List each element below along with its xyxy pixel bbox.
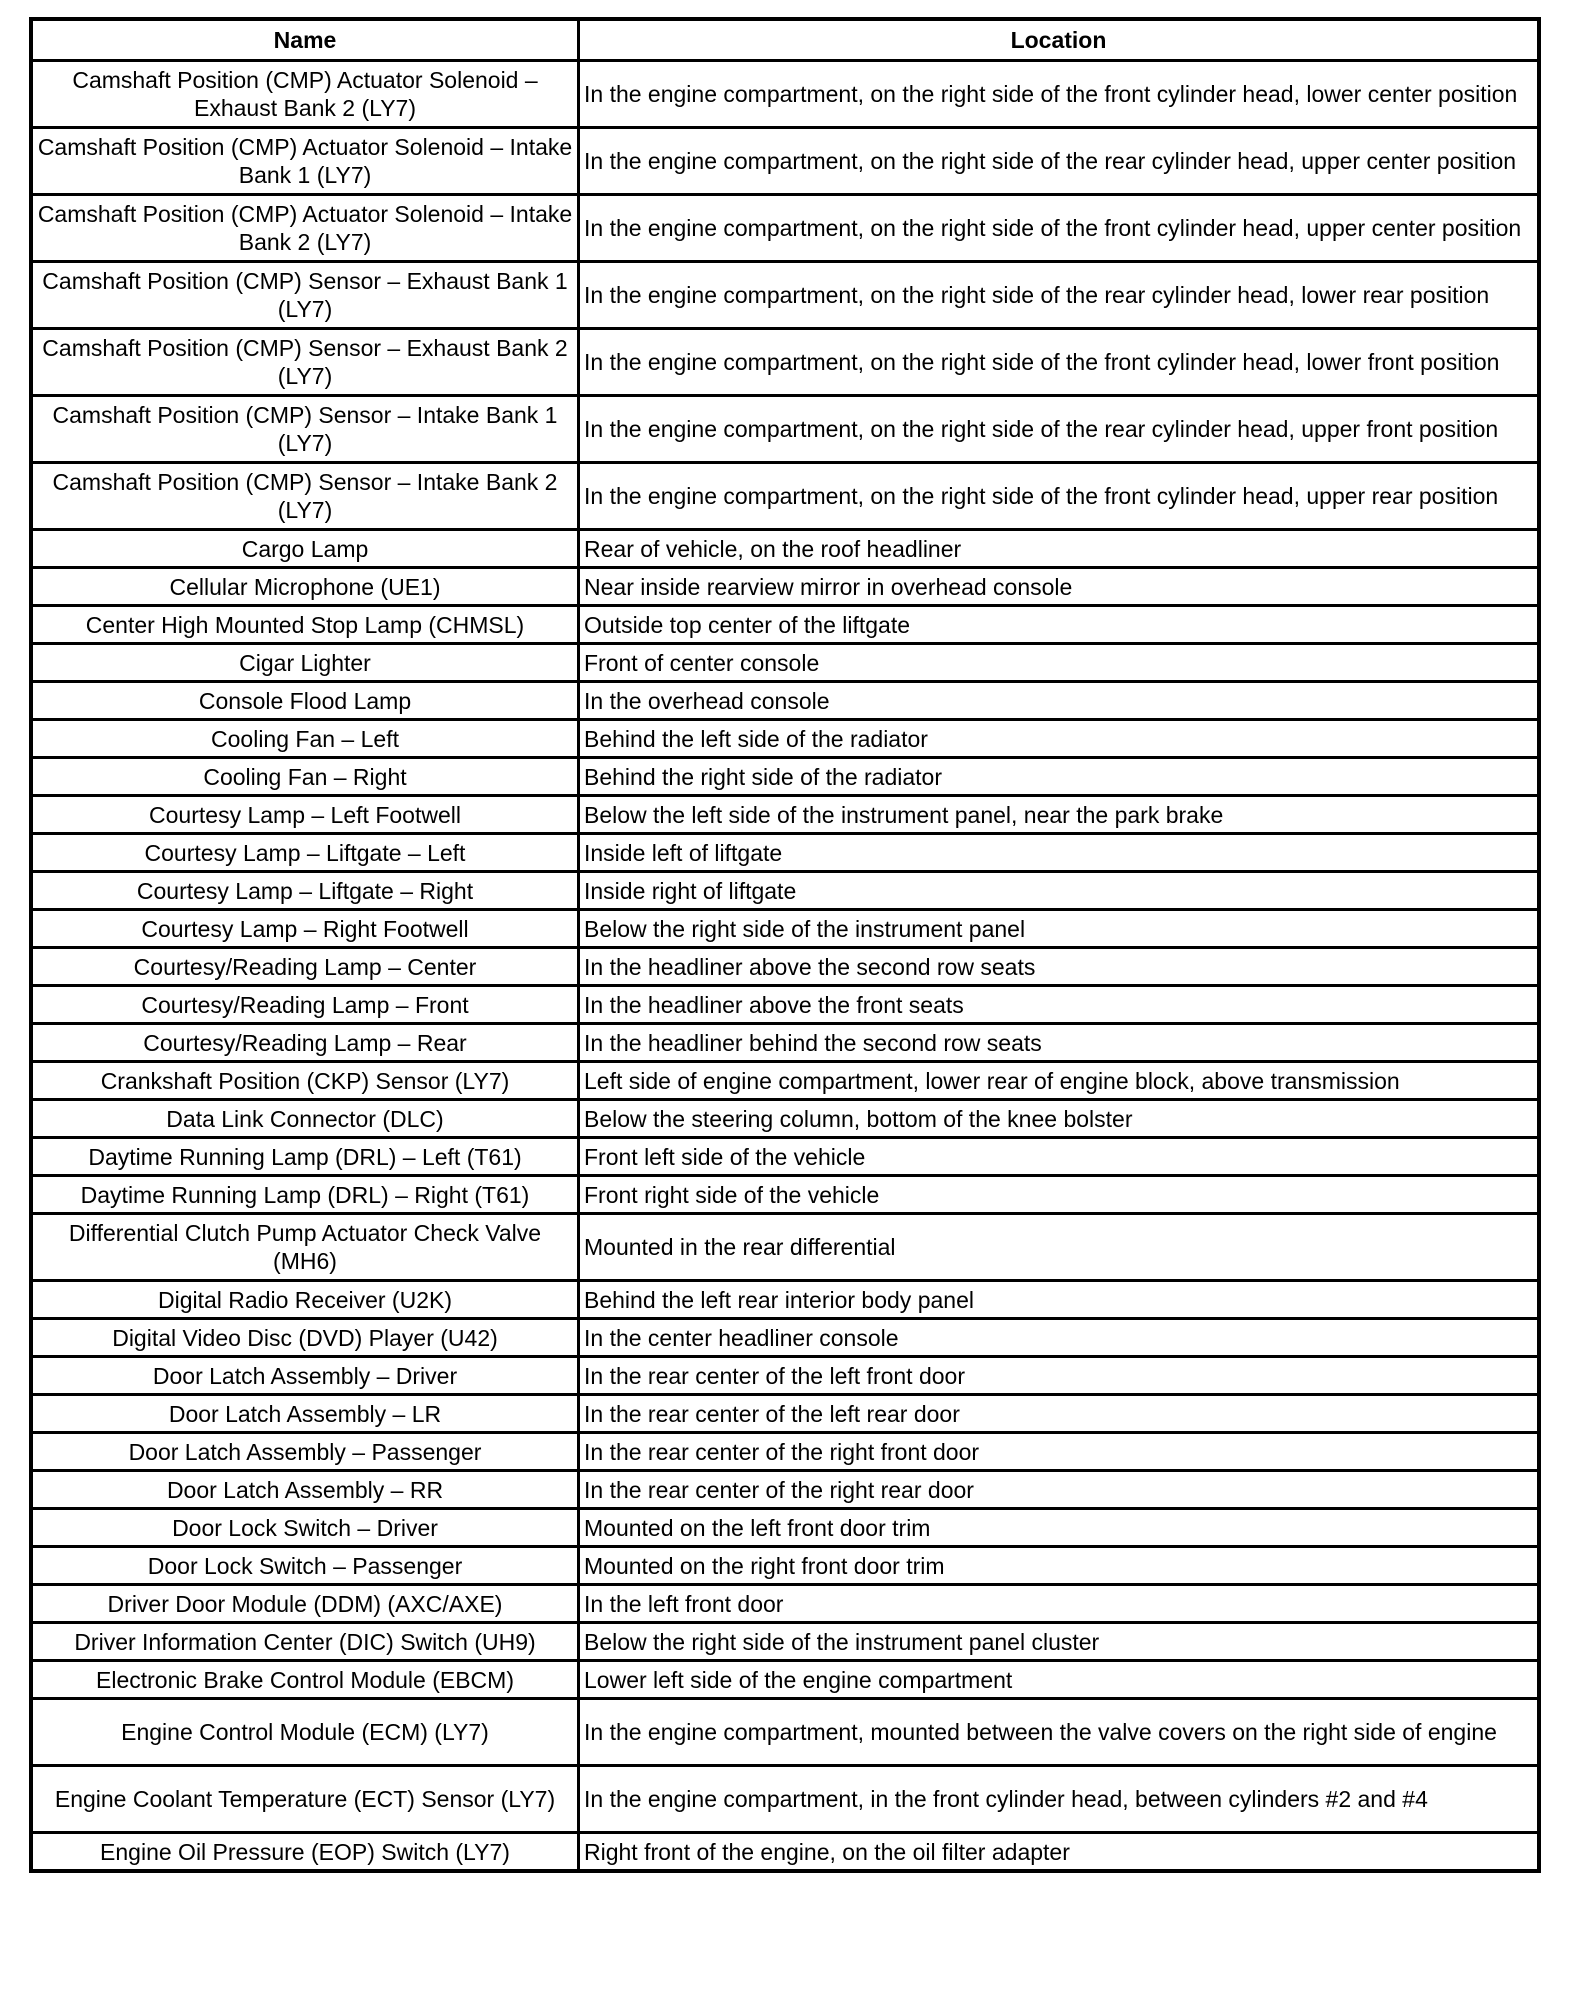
component-name: Differential Clutch Pump Actuator Check Valve (MH6)	[31, 1214, 579, 1281]
component-name: Digital Video Disc (DVD) Player (U42)	[31, 1319, 579, 1357]
header-location: Location	[579, 19, 1540, 61]
table-row	[31, 758, 1539, 796]
table-row	[31, 1471, 1539, 1509]
table-row	[31, 128, 1539, 195]
component-location: Rear of vehicle, on the roof headliner	[579, 530, 1540, 568]
component-name: Daytime Running Lamp (DRL) – Right (T61)	[31, 1176, 579, 1214]
component-name: Camshaft Position (CMP) Sensor – Intake Bank 2 (LY7)	[31, 463, 579, 530]
component-location: In the left front door	[579, 1585, 1540, 1623]
component-name: Daytime Running Lamp (DRL) – Left (T61)	[31, 1138, 579, 1176]
component-name: Camshaft Position (CMP) Sensor – Exhaust Bank 2 (LY7)	[31, 329, 579, 396]
table-row	[31, 329, 1539, 396]
component-location: In the engine compartment, on the right side of the front cylinder head, lower center position	[579, 61, 1540, 128]
table-row	[31, 606, 1539, 644]
component-location: Outside top center of the liftgate	[579, 606, 1540, 644]
component-location: In the rear center of the right front door	[579, 1433, 1540, 1471]
component-name: Camshaft Position (CMP) Actuator Solenoid – Intake Bank 1 (LY7)	[31, 128, 579, 195]
table-row	[31, 396, 1539, 463]
table-row	[31, 644, 1539, 682]
component-name: Crankshaft Position (CKP) Sensor (LY7)	[31, 1062, 579, 1100]
component-location: In the headliner above the front seats	[579, 986, 1540, 1024]
table-row	[31, 910, 1539, 948]
table-row	[31, 1214, 1539, 1281]
component-name: Courtesy Lamp – Liftgate – Left	[31, 834, 579, 872]
component-location: In the engine compartment, in the front cylinder head, between cylinders #2 and #4	[579, 1766, 1540, 1833]
table-row	[31, 796, 1539, 834]
component-location: Right front of the engine, on the oil filter adapter	[579, 1833, 1540, 1872]
component-location: In the engine compartment, on the right side of the front cylinder head, upper rear position	[579, 463, 1540, 530]
component-name: Camshaft Position (CMP) Actuator Solenoid – Intake Bank 2 (LY7)	[31, 195, 579, 262]
component-name: Console Flood Lamp	[31, 682, 579, 720]
table-row	[31, 872, 1539, 910]
component-location: Inside left of liftgate	[579, 834, 1540, 872]
component-name: Door Latch Assembly – RR	[31, 1471, 579, 1509]
table-row	[31, 1176, 1539, 1214]
component-location: In the engine compartment, mounted between the valve covers on the right side of engine	[579, 1699, 1540, 1766]
table-row	[31, 1395, 1539, 1433]
component-name: Engine Coolant Temperature (ECT) Sensor (LY7)	[31, 1766, 579, 1833]
table-row	[31, 463, 1539, 530]
table-row	[31, 1661, 1539, 1699]
component-name: Camshaft Position (CMP) Sensor – Exhaust Bank 1 (LY7)	[31, 262, 579, 329]
component-location: Behind the right side of the radiator	[579, 758, 1540, 796]
header-name: Name	[31, 19, 579, 61]
table-row	[31, 986, 1539, 1024]
table-row	[31, 1062, 1539, 1100]
table-row	[31, 195, 1539, 262]
component-name: Engine Control Module (ECM) (LY7)	[31, 1699, 579, 1766]
component-name: Door Latch Assembly – Driver	[31, 1357, 579, 1395]
component-location: Below the left side of the instrument panel, near the park brake	[579, 796, 1540, 834]
table-row	[31, 1623, 1539, 1661]
table-row	[31, 834, 1539, 872]
component-name: Cellular Microphone (UE1)	[31, 568, 579, 606]
table-row	[31, 1433, 1539, 1471]
component-location: Front right side of the vehicle	[579, 1176, 1540, 1214]
table-row	[31, 1319, 1539, 1357]
component-name: Center High Mounted Stop Lamp (CHMSL)	[31, 606, 579, 644]
component-location: In the rear center of the left front door	[579, 1357, 1540, 1395]
component-name: Cooling Fan – Right	[31, 758, 579, 796]
component-name: Cooling Fan – Left	[31, 720, 579, 758]
component-location: Front of center console	[579, 644, 1540, 682]
component-location: Below the right side of the instrument panel	[579, 910, 1540, 948]
component-name: Courtesy Lamp – Left Footwell	[31, 796, 579, 834]
table-row	[31, 530, 1539, 568]
component-name: Digital Radio Receiver (U2K)	[31, 1281, 579, 1319]
component-name: Courtesy/Reading Lamp – Center	[31, 948, 579, 986]
table-row	[31, 1585, 1539, 1623]
component-location: In the engine compartment, on the right side of the rear cylinder head, lower rear position	[579, 262, 1540, 329]
table-row	[31, 948, 1539, 986]
component-name: Door Latch Assembly – LR	[31, 1395, 579, 1433]
component-name: Door Latch Assembly – Passenger	[31, 1433, 579, 1471]
table-row	[31, 568, 1539, 606]
component-name: Courtesy/Reading Lamp – Front	[31, 986, 579, 1024]
component-location: Front left side of the vehicle	[579, 1138, 1540, 1176]
component-location: In the engine compartment, on the right side of the rear cylinder head, upper front position	[579, 396, 1540, 463]
table-row	[31, 1100, 1539, 1138]
component-location: In the rear center of the right rear door	[579, 1471, 1540, 1509]
table-row	[31, 1547, 1539, 1585]
table-row	[31, 1766, 1539, 1833]
table-row	[31, 1699, 1539, 1766]
component-location: Left side of engine compartment, lower rear of engine block, above transmission	[579, 1062, 1540, 1100]
table-row	[31, 1024, 1539, 1062]
component-name: Courtesy Lamp – Right Footwell	[31, 910, 579, 948]
component-location: Mounted in the rear differential	[579, 1214, 1540, 1281]
component-name: Camshaft Position (CMP) Actuator Solenoid – Exhaust Bank 2 (LY7)	[31, 61, 579, 128]
table-row	[31, 1357, 1539, 1395]
component-location: Lower left side of the engine compartment	[579, 1661, 1540, 1699]
component-name: Engine Oil Pressure (EOP) Switch (LY7)	[31, 1833, 579, 1872]
table-row	[31, 682, 1539, 720]
table-row	[31, 720, 1539, 758]
component-location: Behind the left rear interior body panel	[579, 1281, 1540, 1319]
component-name: Courtesy Lamp – Liftgate – Right	[31, 872, 579, 910]
component-name: Electronic Brake Control Module (EBCM)	[31, 1661, 579, 1699]
table-header-row	[31, 19, 1539, 61]
component-location: In the headliner behind the second row seats	[579, 1024, 1540, 1062]
component-location: Behind the left side of the radiator	[579, 720, 1540, 758]
component-name: Cigar Lighter	[31, 644, 579, 682]
table-row	[31, 1138, 1539, 1176]
component-location: In the engine compartment, on the right side of the front cylinder head, lower front position	[579, 329, 1540, 396]
component-name: Courtesy/Reading Lamp – Rear	[31, 1024, 579, 1062]
component-location: In the center headliner console	[579, 1319, 1540, 1357]
component-name: Door Lock Switch – Driver	[31, 1509, 579, 1547]
component-location-table	[29, 17, 1541, 1873]
component-location: In the engine compartment, on the right side of the front cylinder head, upper center position	[579, 195, 1540, 262]
component-location: Below the right side of the instrument panel cluster	[579, 1623, 1540, 1661]
component-name: Driver Information Center (DIC) Switch (UH9)	[31, 1623, 579, 1661]
component-location: Below the steering column, bottom of the knee bolster	[579, 1100, 1540, 1138]
component-location: Near inside rearview mirror in overhead console	[579, 568, 1540, 606]
component-name: Cargo Lamp	[31, 530, 579, 568]
component-location: Mounted on the right front door trim	[579, 1547, 1540, 1585]
table-row	[31, 1509, 1539, 1547]
component-name: Data Link Connector (DLC)	[31, 1100, 579, 1138]
component-location: In the overhead console	[579, 682, 1540, 720]
table-row	[31, 61, 1539, 128]
component-name: Driver Door Module (DDM) (AXC/AXE)	[31, 1585, 579, 1623]
component-location: In the rear center of the left rear door	[579, 1395, 1540, 1433]
component-location: Inside right of liftgate	[579, 872, 1540, 910]
component-location: In the headliner above the second row seats	[579, 948, 1540, 986]
component-name: Camshaft Position (CMP) Sensor – Intake Bank 1 (LY7)	[31, 396, 579, 463]
component-name: Door Lock Switch – Passenger	[31, 1547, 579, 1585]
table-row	[31, 1833, 1539, 1872]
table-row	[31, 262, 1539, 329]
component-location: Mounted on the left front door trim	[579, 1509, 1540, 1547]
component-location: In the engine compartment, on the right side of the rear cylinder head, upper center position	[579, 128, 1540, 195]
table-row	[31, 1281, 1539, 1319]
